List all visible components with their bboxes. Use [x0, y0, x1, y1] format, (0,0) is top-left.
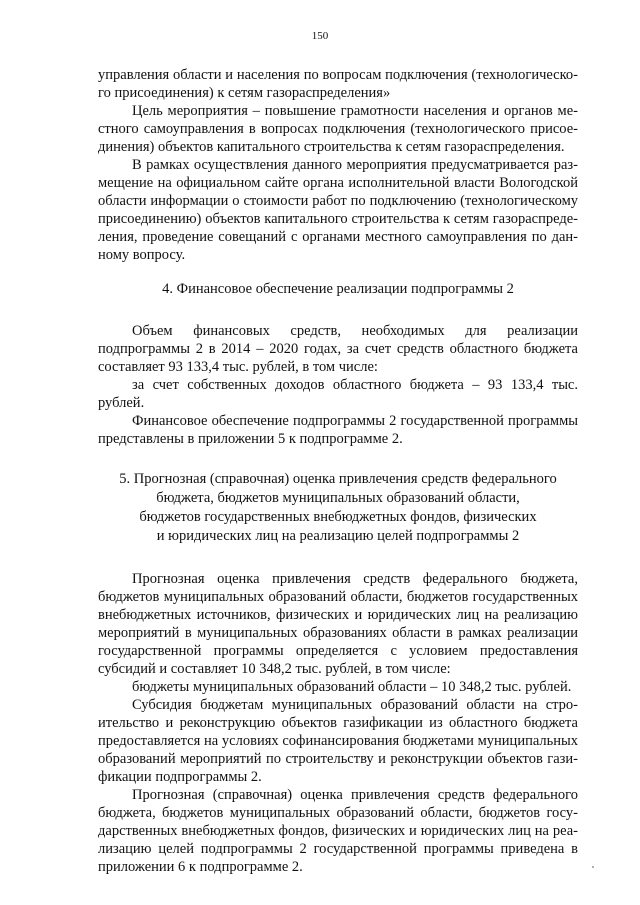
- section-5-heading-line: бюджетов государственных внебюджетных фондов, физических: [139, 509, 537, 525]
- page-number: 150: [311, 30, 329, 42]
- scan-speck: [592, 866, 594, 868]
- section-5-heading-line: 5. Прогнозная (справочная) оценка привлечения средств федерального: [119, 471, 557, 487]
- paragraph-subsidy: Субсидия бюджетам муниципальных образований области на стро-ительство и реконструкцию объектов газификации из областного бюджета предоставляется на условиях софинансирования бюджетами муниципальных образований мероприятий по строительству и реконструкции объектов гази-фикации подпрограммы 2.: [98, 697, 578, 785]
- section-5-heading-line: и юридических лиц на реализацию целей подпрограммы 2: [156, 528, 520, 544]
- paragraph-appendix-6: Прогнозная (справочная) оценка привлечения средств федерального бюджета, бюджетов муниципальных образований области, бюджетов госу-дарственных внебюджетных фондов, физических и юридических лиц на реа-лизацию целей подпрограммы 2 государственной программы приведена в приложении 6 к подпрограмме 2.: [98, 787, 578, 875]
- section-4-heading: 4. Финансовое обеспечение реализации подпрограммы 2: [162, 281, 514, 297]
- paragraph-continuation: управления области и населения по вопросам подключения (технологическо-го присоединения) к сетям газораспределения»: [98, 67, 578, 101]
- paragraph-goal: Цель мероприятия – повышение грамотности населения и органов ме-стного самоуправления в вопросах подключения (технологического присое-динения) объектов капитального строительства к сетям газораспределения.: [98, 103, 578, 155]
- paragraph-own-revenues: за счет собственных доходов областного бюджета – 93 133,4 тыс. рублей.: [98, 377, 578, 411]
- paragraph-forecast-estimate: Прогнозная оценка привлечения средств федерального бюджета, бюджетов муниципальных образований области, бюджетов государственных внебюджетных источников, физических и юридических лиц на реализацию мероприятий в муниципальных образованиях области в рамках реализации государственной программы определяется с условием предоставления субсидий и составляет 10 348,2 тыс. рублей, в том числе:: [98, 571, 578, 677]
- paragraph-appendix-5: Финансовое обеспечение подпрограммы 2 государственной программы представлены в приложении 5 к подпрограмме 2.: [98, 413, 578, 447]
- paragraph-measure: В рамках осуществления данного мероприятия предусматривается раз-мещение на официальном сайте органа исполнительной власти Вологодской области информации о стоимости работ по подключению (технологическому присоединению) объектов капитального строительства к сетям газораспреде-ления, проведение совещаний с органами местного самоуправления по дан-ному вопросу.: [98, 157, 578, 263]
- paragraph-funding-volume: Объем финансовых средств, необходимых для реализации подпрограммы 2 в 2014 – 2020 годах, за счет средств областного бюджета составляет 93 133,4 тыс. рублей, в том числе:: [98, 323, 578, 375]
- section-5-heading: [98, 470, 578, 546]
- paragraph-municipal-budgets: бюджеты муниципальных образований области – 10 348,2 тыс. рублей.: [132, 679, 572, 695]
- section-5-heading-line: бюджета, бюджетов муниципальных образований области,: [156, 490, 520, 506]
- document-body: [98, 66, 578, 876]
